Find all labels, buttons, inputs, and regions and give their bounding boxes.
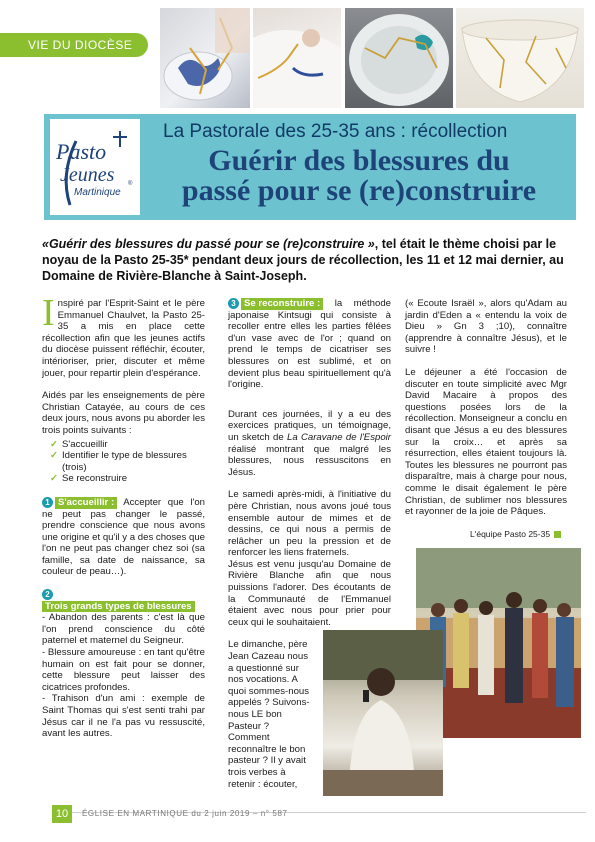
col2-paragraph-2 bbox=[228, 409, 391, 479]
col1-p1-text: nspiré par l'Esprit-Saint et le père Emmanuel Chaulvet, la Pasto 25-35 a mis en place cette récollection afin que les jeunes actifs du diocèse puissent réfléchir, écouter, intérioriser, prier, discuter et même jouer, pour repartir plein d'espérance. bbox=[42, 298, 205, 379]
col2-p2-start: Durant ces journées, il y a eu des exercices pratiques, un témoignage, un sketch de bbox=[228, 408, 391, 443]
wound-betrayal: - Trahison d'un ami : exemple de Saint Thomas qui s'est senti trahi par Jésus car il ne l'a pas vu ressuscité, avant les autres. bbox=[42, 693, 205, 740]
svg-text:®: ® bbox=[128, 181, 133, 187]
section-2-title-line bbox=[42, 589, 205, 612]
col2-paragraph-4: Jésus est venu jusqu'au Domaine de Rivière Blanche afin que nous puissions l'adorer. Des écoutants de la Communauté de l'Emmanuel étaient avec nous pour prier pour ceux qui le souhaitaient. bbox=[228, 558, 391, 628]
page-number: 10 bbox=[52, 805, 72, 823]
kintsugi-bowl-photo bbox=[345, 8, 453, 108]
point-label: Identifier le type de blessures (trois) bbox=[62, 450, 187, 473]
section-tag bbox=[0, 33, 148, 57]
svg-text:Pasto: Pasto bbox=[56, 139, 107, 164]
section-number-1: 1 bbox=[42, 497, 53, 508]
col2-paragraph-3: Le samedi après-midi, à l'initiative du père Christian, nous avons joué tous ensemble autour de mimes et de dessins, ce qui nous a permis de relâcher un peu la pression et de renforcer les liens fraternels. bbox=[228, 489, 391, 559]
section-2-title: Trois grands types de blessures bbox=[42, 601, 195, 613]
col3-paragraph-1: (« Ecoute Israël », alors qu'Adam au jardin d'Eden a « entendu la voix de Dieu » Gn 3 ;10), connaître (apprendre à connaître Jésus), et le suivre ! bbox=[405, 298, 567, 356]
svg-text:Jeunes: Jeunes bbox=[60, 164, 115, 186]
points-list bbox=[42, 439, 205, 485]
lead-rest: , tel était le thème choisi par le noyau de la Pasto 25-35* pendant deux jours de récollection, les 11 et 12 mai dernier, au Domaine de Rivière-Blanche à Saint-Joseph. bbox=[42, 237, 564, 283]
lead-quote: «Guérir des blessures du passé pour se (re)construire » bbox=[42, 237, 375, 251]
point-item bbox=[50, 473, 205, 485]
wound-love: - Blessure amoureuse : en tant qu'être humain on est fait pour se donner, cette blessure peut laisser des cicatrices profondes. bbox=[42, 647, 205, 693]
kintsugi-cup-photo bbox=[456, 8, 584, 108]
article-kicker: La Pastorale des 25-35 ans : récollection bbox=[163, 121, 508, 142]
section-tag-label: VIE DU DIOCÈSE bbox=[28, 38, 133, 52]
section-number-2: 2 bbox=[42, 589, 53, 600]
col2-p2-end: réalisé montrant que malgré les blessures, nous ressuscitons en Jésus. bbox=[228, 443, 391, 478]
article-headline bbox=[150, 146, 568, 206]
footer-text: ÉGLISE EN MARTINIQUE du 2 juin 2019 – n° 587 bbox=[82, 809, 288, 818]
section-3-paragraph bbox=[228, 298, 391, 391]
end-square-icon bbox=[554, 531, 561, 538]
section-3-text: la méthode japonaise Kintsugi qui consiste à recoller entre elles les parties fêlées d'un vase avec de l'or ; quand on prend le temps de cicatriser ses blessures on est sublimé, et on devient plus beau spirituellement qu'à l'origine. bbox=[228, 298, 391, 391]
sketch-title: La Caravane de l'Espoir bbox=[286, 431, 391, 443]
signature-text: L'équipe Pasto 25-35 bbox=[470, 529, 551, 539]
headline-line-2: passé pour se (re)construire bbox=[181, 174, 537, 207]
svg-text:Martinique: Martinique bbox=[74, 187, 121, 198]
wound-abandonment: - Abandon des parents : c'est là que l'on prend conscience du côté paternel et maternel du Seigneur. bbox=[42, 612, 205, 647]
column-1 bbox=[42, 292, 205, 751]
article-signature bbox=[470, 529, 561, 539]
point-item bbox=[50, 450, 205, 473]
pasto-jeunes-logo bbox=[50, 119, 140, 215]
drop-cap: I bbox=[42, 292, 55, 334]
col2-paragraph-5: Le dimanche, père Jean Cazeau nous a questionné sur nos vocations. A quoi sommes-nous appelés ? Suivons-nous LE bon Pasteur ? Comment reconnaître le bon pasteur ? Il y avait trois verbes à retenir : écouter, bbox=[228, 639, 310, 790]
section-1-paragraph bbox=[42, 497, 205, 578]
col1-paragraph-1 bbox=[42, 292, 205, 379]
kintsugi-plate-photo bbox=[160, 8, 250, 108]
check-icon: ✓ bbox=[50, 473, 59, 485]
section-1-title: S'accueillir : bbox=[55, 497, 117, 509]
point-label: Se reconstruire bbox=[62, 473, 128, 485]
kintsugi-repair-photo bbox=[253, 8, 341, 108]
section-number-3: 3 bbox=[228, 298, 239, 309]
col3-paragraph-2: Le déjeuner a été l'occasion de discuter en toute simplicité avec Mgr David Macaire à propos des questions posées lors de la récollection. Monseigneur a conclu en disant que Jésus a eu des blessures sur la croix… et après sa résurrection, elles étaient toujours là. Toutes les blessures ne pourront pas disparaître, mais à charge pour nous, comme le disait également le père Christian, de sublimer nos blessures et rayonner de la joie de Pâques. bbox=[405, 366, 567, 518]
priest-photo bbox=[323, 630, 443, 796]
article-lead bbox=[42, 236, 568, 284]
column-3 bbox=[405, 298, 567, 529]
headline-line-1: Guérir des blessures du bbox=[208, 144, 510, 177]
point-label: S'accueillir bbox=[62, 438, 108, 450]
section-3-title: Se reconstruire : bbox=[241, 298, 323, 310]
check-icon: ✓ bbox=[50, 450, 59, 462]
section-1-text: Accepter que l'on ne peut pas changer le passé, prendre conscience que nous avons une origine et qu'il y a des choses que l'on ne peut pas changer chez soi (sa famille, sa date de naissance, sa couleur de peau…). bbox=[42, 496, 205, 578]
point-item bbox=[50, 439, 205, 451]
check-icon: ✓ bbox=[50, 438, 59, 450]
col1-paragraph-2: Aidés par les enseignements de père Christian Catayée, au cours de ces deux jours, nous avons pu aborder les trois points suivants : bbox=[42, 390, 205, 436]
